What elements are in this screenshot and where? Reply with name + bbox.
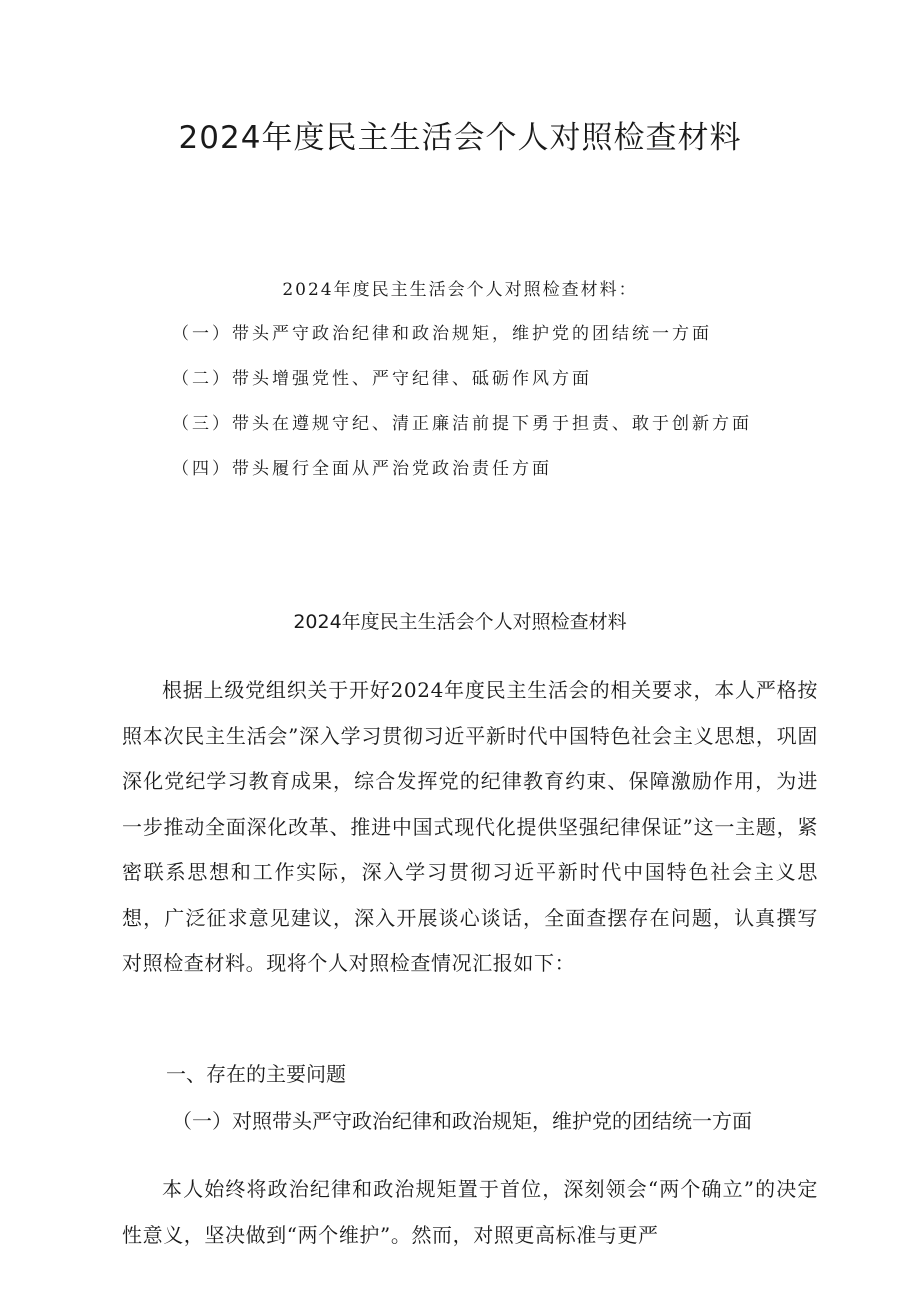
heading-level-1: 一、存在的主要问题 <box>166 1062 346 1086</box>
table-of-contents <box>0 276 920 500</box>
document-title: 2024年度民主生活会个人对照检查材料 <box>178 120 742 156</box>
toc-item: （三）带头在遵规守纪、清正廉洁前提下勇于担责、敢于创新方面 <box>172 414 752 434</box>
heading-level-2: （一）对照带头严守政治纪律和政治规矩，维护党的团结统一方面 <box>172 1109 752 1133</box>
toc-heading: 2024年度民主生活会个人对照检查材料： <box>282 280 638 300</box>
toc-item: （四）带头履行全面从严治党政治责任方面 <box>172 459 552 479</box>
section-title: 2024年度民主生活会个人对照检查材料 <box>293 611 627 633</box>
toc-item: （一）带头严守政治纪律和政治规矩，维护党的团结统一方面 <box>172 324 712 344</box>
body-paragraph: 本人始终将政治纪律和政治规矩置于首位，深刻领会“两个确立”的决定性意义，坚决做到“两个维护”。然而，对照更高标准与更严 <box>122 1177 818 1247</box>
intro-paragraph: 根据上级党组织关于开好2024年度民主生活会的相关要求，本人严格按照本次民主生活会”深入学习贯彻习近平新时代中国特色社会主义思想，巩固深化党纪学习教育成果，综合发挥党的纪律教育约束、保障激励作用，为进一步推动全面深化改革、推进中国式现代化提供坚强纪律保证”这一主题，紧密联系思想和工作实际，深入学习贯彻习近平新时代中国特色社会主义思想，广泛征求意见建议，深入开展谈心谈话，全面查摆存在问题，认真撰写对照检查材料。现将个人对照检查情况汇报如下： <box>122 678 818 975</box>
toc-list <box>0 320 920 500</box>
toc-item: （二）带头增强党性、严守纪律、砥砺作风方面 <box>172 369 592 389</box>
